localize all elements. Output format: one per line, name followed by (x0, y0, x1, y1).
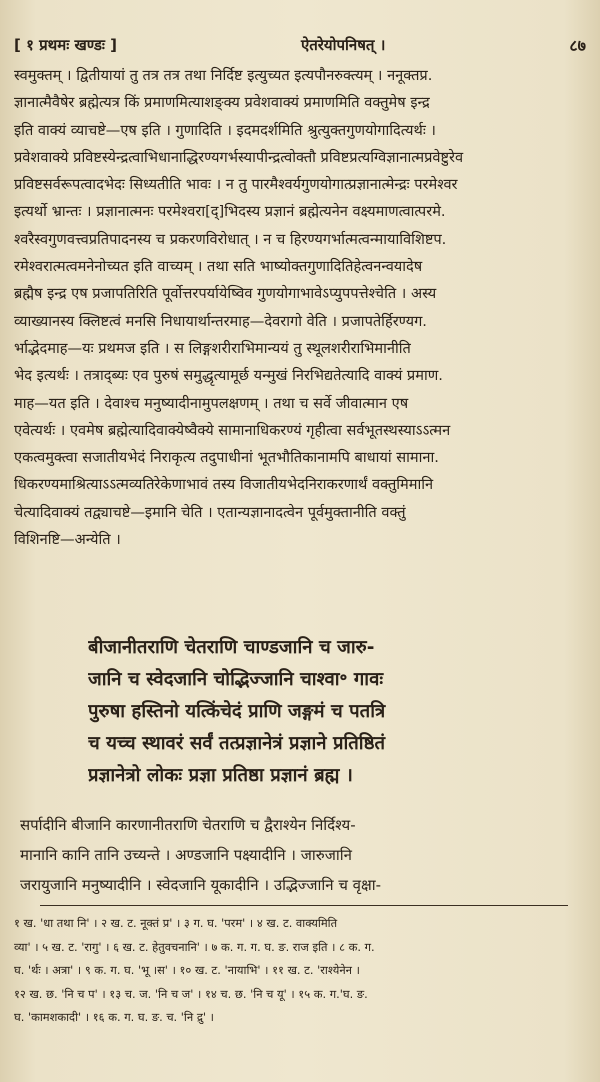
upanishad-verse (88, 632, 570, 792)
verse-line: पुरुषा हस्तिनो यत्किंचेदं प्राणि जङ्गमं च पतत्रि (88, 701, 386, 722)
gloss-line: चेत्यादिवाक्यं तद्व्याचष्टे—इमानि चेति । एतान्यज्ञानादत्वेन पूर्वमुक्तानीति वक्तुं (14, 503, 406, 521)
gloss-line: इति वाक्यं व्याचष्टे—एष इति । गुणादिति । इदमदर्शमिति श्रुत्युक्तगुणयोगादित्यर्थः । (14, 121, 436, 139)
verse-line: बीजानीतराणि चेतराणि चाण्डजानि च जारु- (88, 637, 375, 658)
gloss-line: एकत्वमुक्त्वा सजातीयभेदं निराकृत्य तदुपाधीनां भूतभौतिकानामपि बाधायां सामाना. (14, 449, 439, 467)
gloss-line: व्याख्यानस्य क्लिष्टत्वं मनसि निधायार्थान्तरमाह—देवरागो वेति । प्रजापतेर्हिरण्यग. (14, 312, 427, 330)
gloss-line: स्वमुक्तम् । द्वितीयायां तु तत्र तत्र तथा निर्दिष्ट इत्युच्यत इत्यपौनरुक्त्यम् । ननूक्तप्र. (14, 67, 433, 84)
commentary-line: जरायुजानि मनुष्यादीनि । स्वेदजानि यूकादीनि । उद्भिज्जानि च वृक्षा- (20, 876, 382, 894)
verse-line: प्रज्ञानेत्रो लोकः प्रज्ञा प्रतिष्ठा प्रज्ञानं ब्रह्म । (88, 765, 353, 786)
page-header (14, 32, 586, 58)
footnote-line: घ. 'कामशकादी' । १६ क. ग. घ. ङ. च. 'नि द्रु' । (14, 1010, 214, 1024)
commentary-line: मानानि कानि तानि उच्यन्ते । अण्डजानि पक्ष्यादीनि । जारुजानि (20, 846, 352, 864)
gloss-line: प्रवेशवाक्ये प्रविष्टस्येन्द्रत्वाभिधानाद्धिरण्यगर्भस्यापीन्द्रत्वोक्तौ प्रविष्टप्रत्यग्विज्ञानात्मप्रवेष्टुरेव (14, 148, 464, 166)
gloss-line: धिकरण्यमाश्रित्याऽऽत्मव्यतिरेकेणाभावं तस्य विजातीयभेदनिराकरणार्थं वक्तुमिमानि (14, 476, 434, 494)
gloss-line: ज्ञानात्मैवैषेर ब्रह्मेत्यत्र किं प्रमाणमित्याशङ्क्य प्रवेशवाक्यं प्रमाणमिति वक्तुमेष इन्द्र (14, 94, 430, 112)
gloss-line: इत्यर्थो भ्रान्तः । प्रज्ञानात्मनः परमेश्वरा[द्]भिदस्य प्रज्ञानं ब्रह्मेत्यनेन वक्ष्यमाणत्वात्परमे. (14, 203, 446, 221)
chapter-label: [ १ प्रथमः खण्डः ] (14, 36, 117, 54)
verse-line: च यच्च स्थावरं सर्वं तत्प्रज्ञानेत्रं प्रज्ञाने प्रतिष्ठितं (88, 733, 386, 754)
gloss-line: ब्रह्मैष इन्द्र एष प्रजापतिरिति पूर्वोत्तरपर्यायेष्विव गुणयोगाभावेऽप्युपपत्तेश्चेति । अस्य (14, 285, 437, 303)
footnote-line: १ ख. 'धा तथा नि' । २ ख. ट. नूक्तं प्र' । ३ ग. घ. 'परम' । ४ ख. ट. वाक्यमिति (14, 916, 338, 930)
footnote-line: १२ ख. छ. 'नि च प' । १३ च. ज. 'नि च ज' । १४ च. छ. 'नि च यू' । १५ क. ग.'घ. ङ. (14, 986, 368, 1001)
commentary-line: सर्पादीनि बीजानि कारणानीतराणि चेतराणि च द्वैराश्येन निर्दिश्य- (20, 816, 356, 834)
page-number: ८७ (569, 36, 586, 55)
commentary-paragraph (20, 810, 590, 900)
gloss-line: श्वरैस्वगुणवत्त्वप्रतिपादनस्य च प्रकरणविरोधात् । न च हिरण्यगर्भात्मत्वन्मायाविशिष्टप. (14, 230, 447, 248)
gloss-line: विशिनष्टि—अन्येति । (14, 531, 121, 549)
gloss-line: भेद इत्यर्थः । तत्राद्ब्यः एव पुरुषं समुद्धृत्यामूर्छ यन्मुखं निरभिद्यतेत्यादि वाक्यं प्रमाण. (14, 367, 443, 385)
footnote-line: व्या' । ५ ख. ट. 'रागु' । ६ ख. ट. हेतुवचनानि' । ७ क. ग. ग. घ. ङ. राज इति । ८ क. ग. (14, 939, 375, 954)
gloss-paragraph (14, 62, 590, 553)
footnote-line: घ. 'र्थः । अत्रा' । ९ क. ग. घ. 'भू ।स' । १० ख. ट. 'नायाभि' । ११ ख. ट. 'राश्येनेन । (14, 963, 360, 977)
running-title: ऐतरेयोपनिषत् । (300, 36, 386, 54)
gloss-line: प्रविष्टसर्वरूपत्वादभेदः सिध्यतीति भावः । न तु पारमैश्वर्यगुणयोगात्प्रज्ञानात्मेन्द्रः परमेश्वर (14, 176, 458, 194)
footnote-divider (40, 905, 568, 906)
gloss-line: रमेश्वरात्मत्वमनेनोच्यत इति वाच्यम् । तथा सति भाष्योक्तगुणादितिहेत्वनन्वयादेष (14, 258, 423, 276)
footnotes (14, 912, 590, 1030)
gloss-line: माह—यत इति । देवाश्च मनुष्यादीनामुपलक्षणम् । तथा च सर्वे जीवात्मान एष (14, 394, 409, 412)
verse-line: जानि च स्वेदजानि चोद्भिज्जानि चाश्वा॰ गावः (88, 669, 384, 690)
gloss-line: एवेत्यर्थः । एवमेष ब्रह्मेत्यादिवाक्येष्वैक्ये सामानाधिकरण्यं गृहीत्वा सर्वभूतस्थस्याऽऽत्मन (14, 421, 451, 439)
gloss-line: र्भाद्भेदमाह—यः प्रथमज इति । स लिङ्गशरीराभिमान्ययं तु स्थूलशरीराभिमानीति (14, 339, 411, 357)
